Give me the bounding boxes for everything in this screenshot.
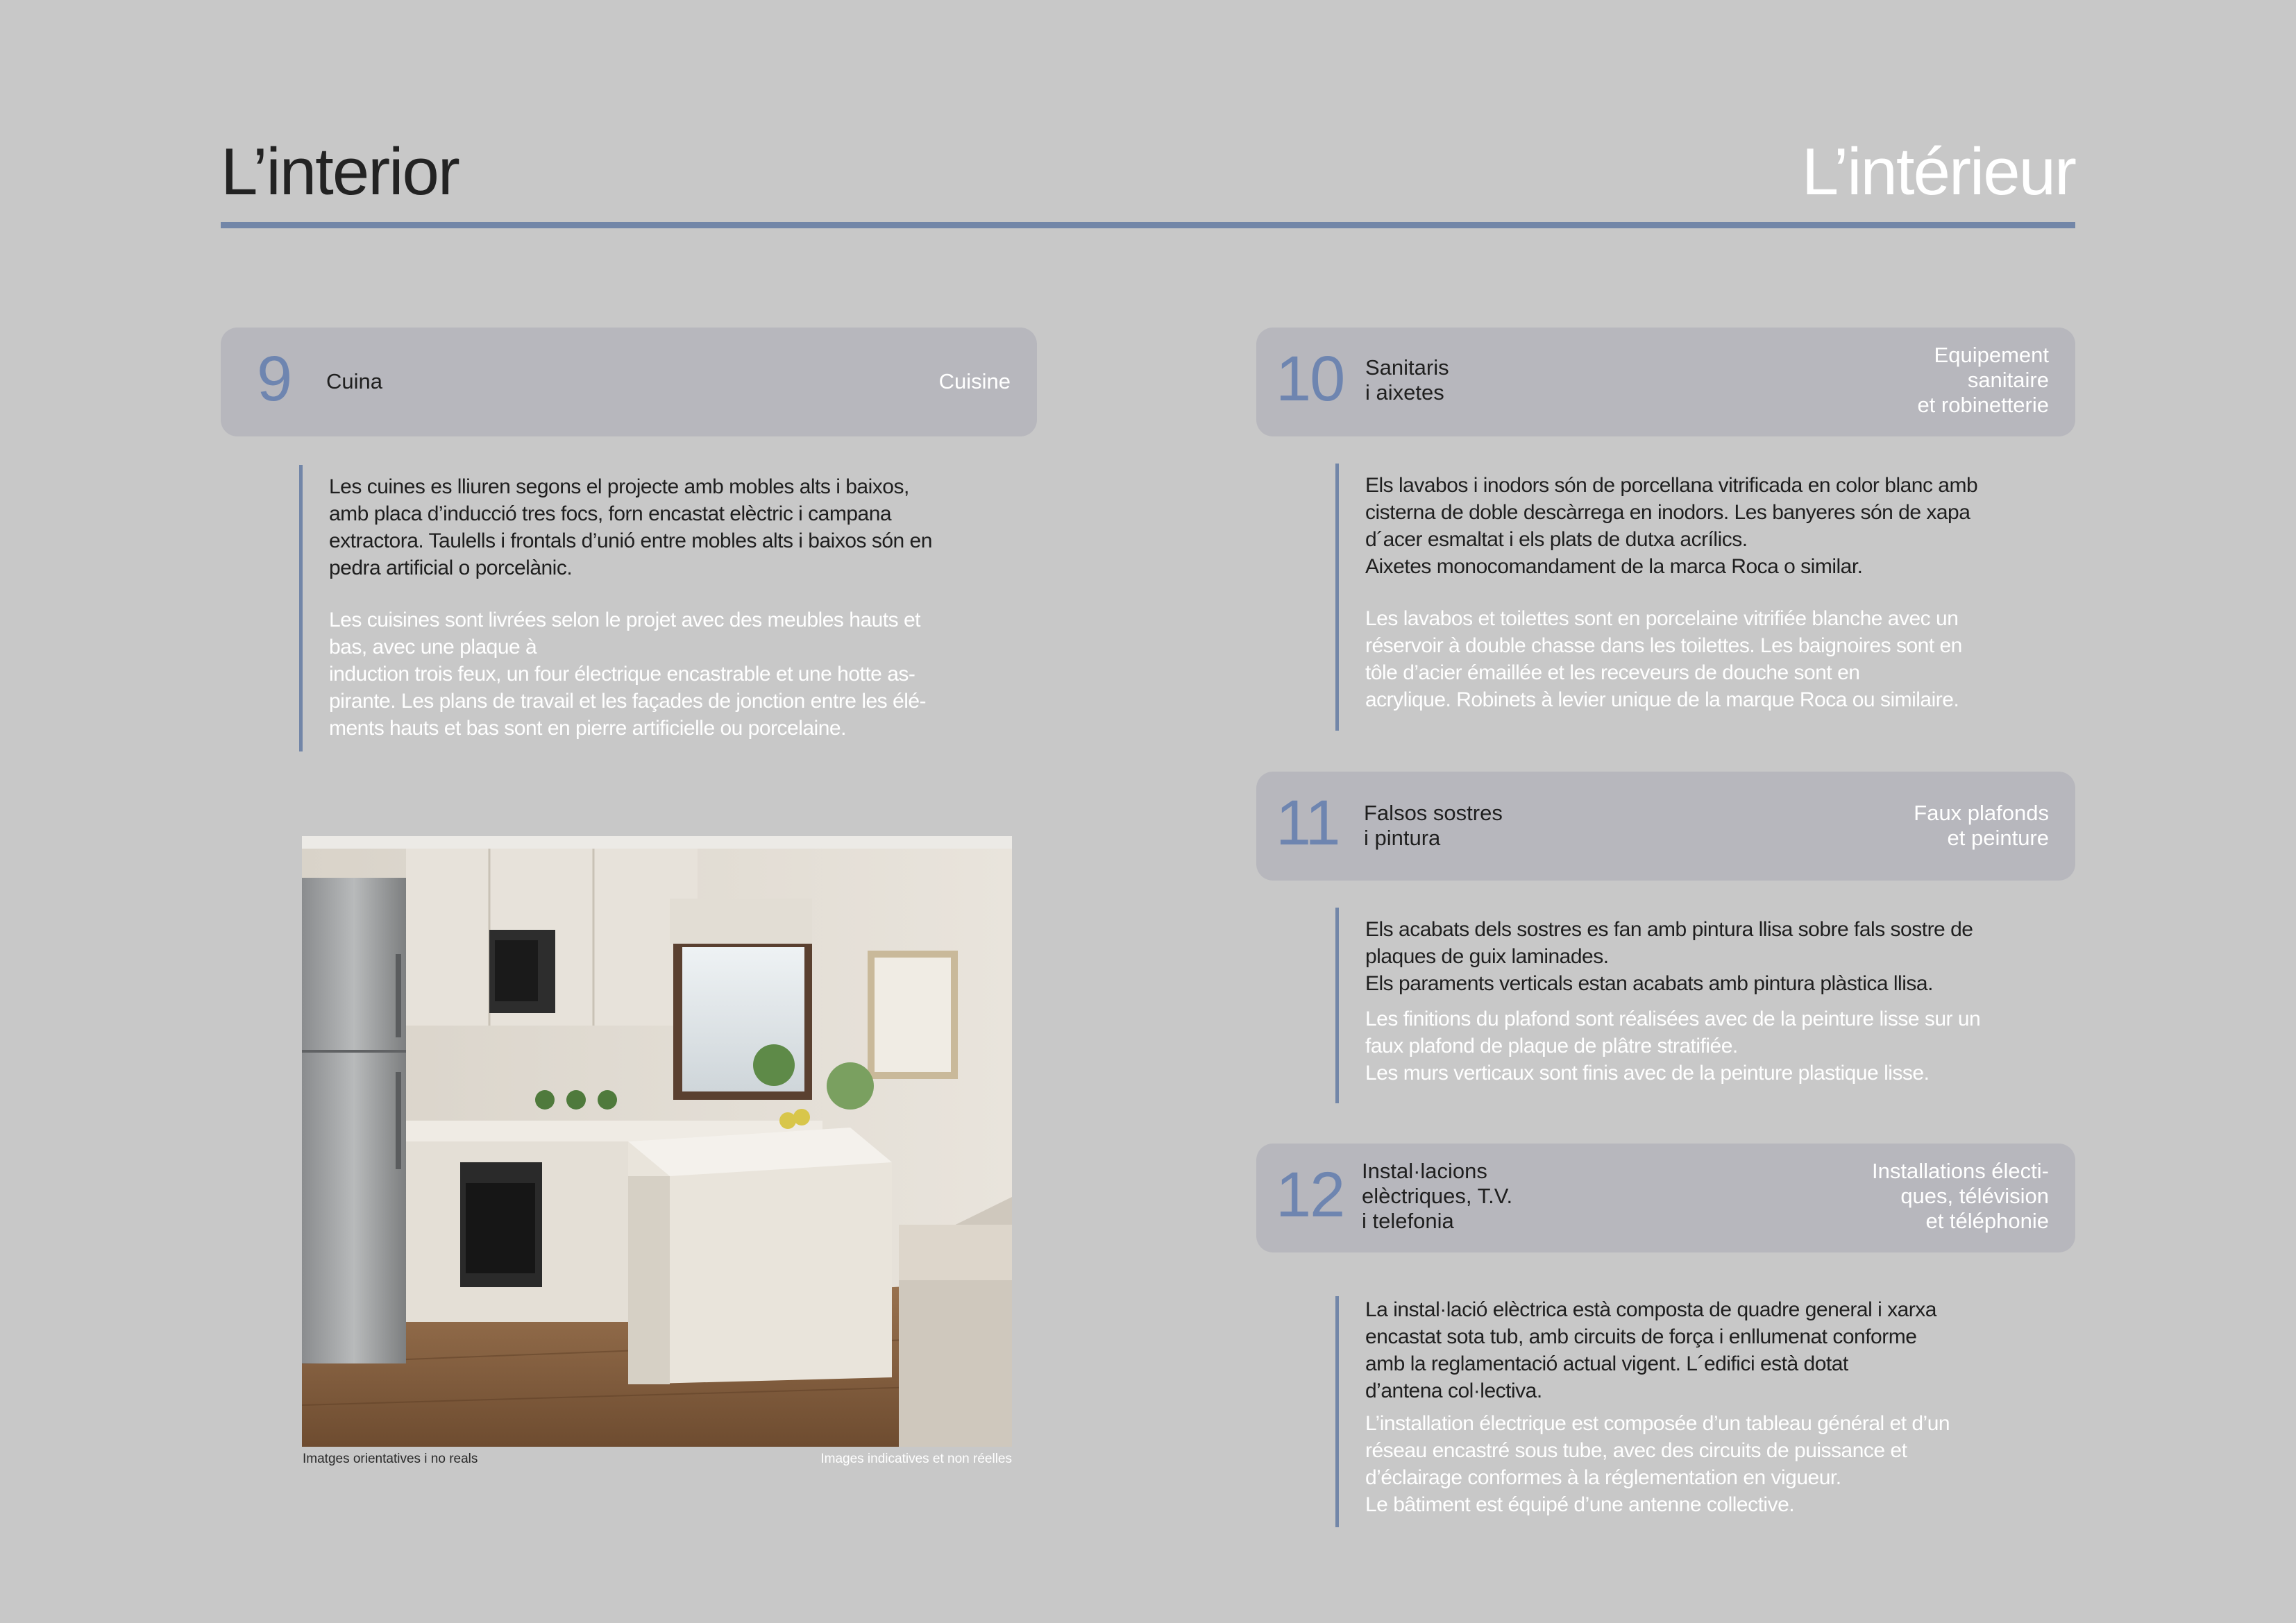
- section-title-catalan: Cuina: [326, 369, 382, 393]
- body-text-french: Les lavabos et toilettes sont en porcelaine vitrifiée blanche avec un réservoir à double chasse dans les toilettes. Les baignoires sont en tôle d’acier émaillée et les receveurs de douche sont en acrylique. Robinets à levier unique de la marque Roca ou similaire.: [1365, 607, 1962, 711]
- page-title-french: L’intérieur: [1801, 135, 2075, 209]
- image-caption-french: Images indicatives et non réelles: [820, 1452, 1012, 1466]
- section-title-catalan: Instal·lacions elèctriques, T.V. i telefonia: [1362, 1159, 1513, 1233]
- section-header-9: [221, 328, 1037, 436]
- body-text-french: Les finitions du plafond sont réalisées avec de la peinture lisse sur un faux plafond de plaque de plâtre stratifiée. Les murs verticaux sont finis avec de la peinture plastique lisse.: [1365, 1008, 1981, 1085]
- section-number: 12: [1276, 1159, 1344, 1230]
- section-title-french: Equipement sanitaire et robinetterie: [1917, 343, 2049, 417]
- kitchen-photo: [302, 836, 1012, 1447]
- body-text-catalan: Els lavabos i inodors són de porcellana vitrificada en color blanc amb cisterna de doble descàrrega en inodors. Les banyeres són de xapa d´acer esmaltat i els plats de dutxa acrílics. Aixetes monocomandament de la marca Roca o similar.: [1365, 474, 1978, 578]
- image-caption-catalan: Imatges orientatives i no reals: [303, 1452, 478, 1466]
- section-title-french: Installations électi- ques, télévision et téléphonie: [1871, 1159, 2049, 1233]
- section-number: 10: [1276, 343, 1344, 414]
- section-body-12: [1335, 1296, 2059, 1527]
- section-number: 9: [257, 343, 292, 414]
- section-header-12: [1256, 1144, 2075, 1252]
- title-underline: [221, 222, 2075, 228]
- section-title-catalan: Sanitaris i aixetes: [1365, 355, 1449, 405]
- body-text-catalan: Les cuines es lliuren segons el projecte amb mobles alts i baixos, amb placa d’inducció tres focs, forn encastat elèctric i campana extractora. Taulells i frontals d’unió entre mobles alts i baixos són en pedra artificial o porcelànic.: [329, 475, 932, 579]
- section-body-10: [1335, 464, 2059, 731]
- body-text-catalan: La instal·lació elèctrica està composta de quadre general i xarxa encastat sota tub, amb circuits de força i enllumenat conforme amb la reglamentació actual vigent. L´edifici està dotat d’antena col·lectiva.: [1365, 1298, 1936, 1402]
- section-header-10: [1256, 328, 2075, 436]
- body-text-catalan: Els acabats dels sostres es fan amb pintura llisa sobre fals sostre de plaques de guix laminades. Els paraments verticals estan acabats amb pintura plàstica llisa.: [1365, 918, 1973, 995]
- section-header-11: [1256, 772, 2075, 881]
- section-body-9: [299, 465, 1023, 751]
- body-text-french: Les cuisines sont livrées selon le projet avec des meubles hauts et bas, avec une plaque à induction trois feux, un four électrique encastrable et une hotte as- pirante. Les plans de travail et les façades de jonction entre les élé- ments hauts et bas sont en pierre artificielle ou porcelaine.: [329, 609, 927, 740]
- section-title-french: Cuisine: [938, 369, 1011, 393]
- body-text-french: L’installation électrique est composée d’un tableau général et d’un réseau encastré sous tube, avec des circuits de puissance et d’éclairage conformes à la réglementation en vigueur. Le bâtiment est équipé d’une antenne collective.: [1365, 1412, 1950, 1516]
- section-title-catalan: Falsos sostres i pintura: [1364, 801, 1503, 850]
- section-number: 11: [1276, 788, 1340, 858]
- section-title-french: Faux plafonds et peinture: [1914, 801, 2049, 850]
- section-body-11: [1335, 908, 2059, 1103]
- page-title-catalan: L’interior: [221, 135, 459, 209]
